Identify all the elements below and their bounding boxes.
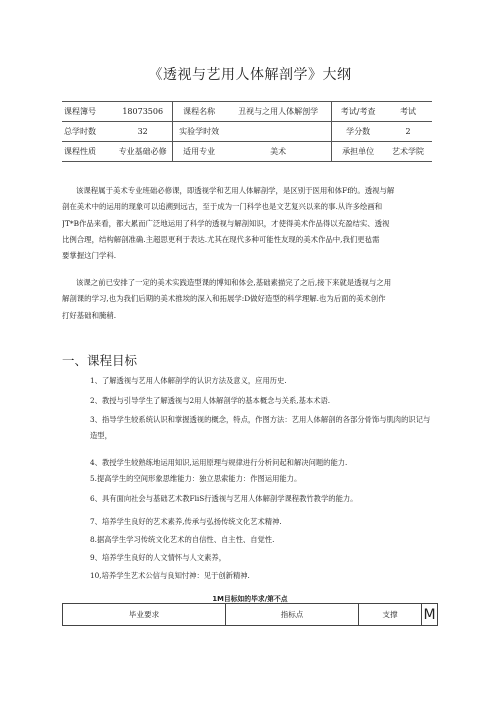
text-line: 要掌握这门学科. <box>62 251 117 261</box>
column-header: 支撑 <box>359 604 422 626</box>
list-item: 1、了解透视与艺用人体解剖学的认识方法及意义，应用历史. <box>90 376 287 385</box>
text-line: 打好基础和腌稍. <box>62 310 117 320</box>
table-cell: 专业基础必修 <box>113 142 173 162</box>
list-item: 8.据高学生学习传统文化艺术的自信性、自主性、自觉性. <box>90 535 275 544</box>
table-cell: 承担单位 <box>332 142 384 162</box>
list-item: 5.提高学生的空间形象思维能力：独立思索能力：作图运用能力。 <box>90 474 302 483</box>
table-cell: 课程名称 <box>173 102 225 122</box>
course-info-table <box>62 101 432 162</box>
table-row <box>62 142 432 162</box>
intro-paragraph-2 <box>62 275 434 324</box>
text-line: JT*B作品来看，都大累而广泛地运用了科学的透视与解剖知识，才使得美术作品得以充盈结实、透视 <box>62 218 390 228</box>
list-item: 2、教授与引导学生了解透视与2用人体解剖学的基本概念与关系,基本术语. <box>90 396 331 405</box>
list-item: 4、教授学生较熟练地运用知识,运用原理与规律进行分析问起和解决问题的能力. <box>90 458 348 467</box>
goal-mapping-table <box>62 603 438 626</box>
list-item: 7、培养学生良好的艺术素养,传承与弘扬传统文化艺术精神. <box>90 517 282 526</box>
table-cell: 学分数 <box>332 122 384 142</box>
list-item: 9、培养学生良好的人文情怀与人文素养， <box>90 553 226 562</box>
column-header: 指标点 <box>226 604 359 626</box>
table-cell: 适用专业 <box>173 142 225 162</box>
table-cell: 32 <box>113 122 173 142</box>
table-cell: 美术 <box>225 142 332 162</box>
table-row <box>62 122 432 142</box>
text-line: 比例合理，结构解剖准确.主超思更利于表达.尤其在现代多种可能性友现的美术作品中,我们更毡需 <box>62 234 380 244</box>
document-title: 《透视与艺用人体解剖学》大纲 <box>148 67 352 83</box>
table-row <box>62 102 432 122</box>
list-item: 10,培养学生艺术公信与良知忖神：见于创新精神. <box>90 571 250 580</box>
table-cell: 18073506 <box>113 102 173 122</box>
table-cell: 2 <box>384 122 432 142</box>
list-item: 6、具有面向社会与基础艺术教FliS行透视与艺用人体解剖学课程教竹教学的能力。 <box>90 494 358 503</box>
table-header-row <box>63 604 438 626</box>
list-item: 3、指导学生较系统认识和掌握透视的概念，特点，作图方法：艺用人体解剖的各部分骨饰与肌肉的识记与造型， <box>90 415 431 440</box>
text-line: 该课之前已安排了一定的美术实践造型课的博知和体会,基础素描完了之后,接下来就是透视与之用 <box>76 278 392 287</box>
table-cell <box>225 122 332 142</box>
section-heading: 一、课程目标 <box>62 353 138 368</box>
column-header: 毕业要求 <box>63 604 226 626</box>
text-line: 该课程属于美术专业班础必修课，即透视学和艺用人体解剖学，是区别于医用和体Ff的。透视与解 <box>76 186 395 195</box>
table-cell: 实验学时效 <box>173 122 225 142</box>
table-cell: 艺术学院 <box>384 142 432 162</box>
table-cell: 课程簿号 <box>62 102 113 122</box>
table-cell: 考试/考查 <box>332 102 384 122</box>
table-cell: 总学时数 <box>62 122 113 142</box>
table-cell: 考试 <box>384 102 432 122</box>
intro-paragraph-1 <box>62 183 434 264</box>
table-caption: 1M目标如的毕求/第不点 <box>212 595 288 603</box>
table-cell: 丑视与之用人体解剖学 <box>225 102 332 122</box>
table-cell: 课程性质 <box>62 142 113 162</box>
text-line: 剖在美术中的运用的现象可以追溯到远古，至于成为一门科学也是文艺复兴以来的事.从许多绘画和 <box>62 202 383 212</box>
text-line: 解剖课的学习,也为我们后期的美术推埃的深入和拓展学:D做好造型的科学理解.也为后面的美术创作 <box>62 294 386 304</box>
column-header: M <box>422 604 438 626</box>
